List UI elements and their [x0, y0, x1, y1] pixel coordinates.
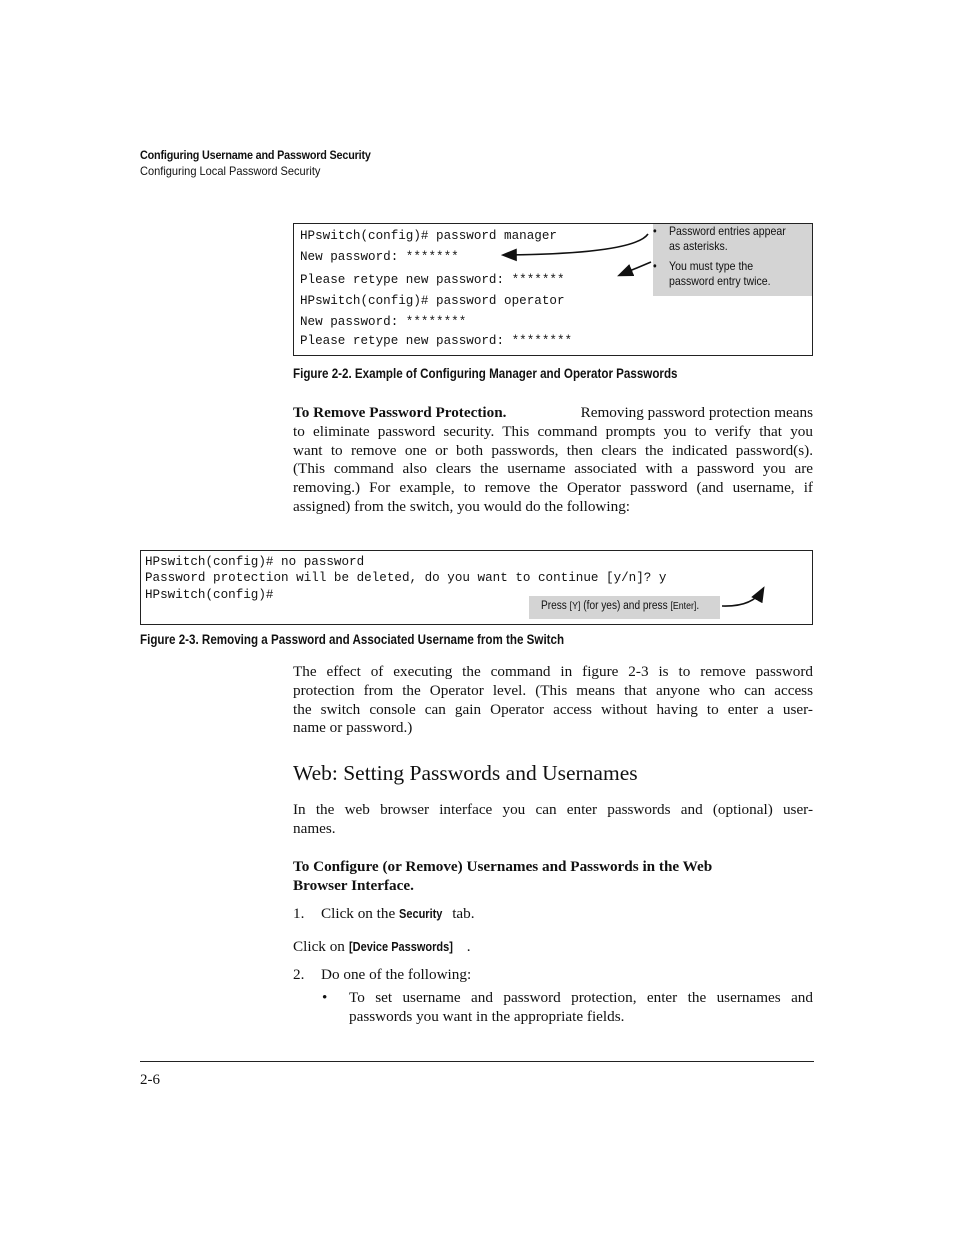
step-number: 1. [293, 905, 305, 922]
text-line: to eliminate password security. This command prompts you to verify that you [293, 422, 813, 440]
step-number: 2. [293, 966, 305, 983]
text-line: removing.) For example, to remove the Operator password (and username, if [293, 479, 813, 497]
text-line: assigned) from the switch, you would do the following: [293, 497, 631, 515]
text-line: the switch console can gain Operator access without having to enter a user- [293, 700, 813, 718]
text-line: To set username and password protection, enter the usernames and [349, 989, 813, 1006]
text-line: In the web browser interface you can enter passwords and (optional) user- [293, 801, 813, 818]
terminal-line: Password protection will be deleted, do you want to continue [y/n]? y [145, 571, 667, 585]
procedure-heading [293, 858, 813, 896]
text-part: . [466, 938, 471, 955]
note-text: as asterisks. [669, 239, 728, 253]
terminal-line: HPswitch(config)# password operator [300, 294, 565, 308]
text-part: Click on [293, 938, 349, 955]
terminal-line: Please retype new password: ******* [300, 273, 565, 287]
note-bullet: • [653, 224, 657, 238]
terminal-line: HPswitch(config)# no password [145, 555, 365, 569]
web-intro [293, 801, 813, 839]
figure-2-3-terminal [140, 550, 813, 625]
key-y: [Y] [569, 601, 581, 612]
text-line: want to remove one or both passwords, then clears the indicated password(s). [293, 441, 813, 459]
terminal-line: New password: ******** [300, 315, 467, 329]
ui-label-device-passwords: [Device Passwords] [348, 940, 453, 954]
remove-line [293, 404, 813, 423]
ui-label-security: Security [399, 907, 443, 921]
arrow-to-retype [620, 262, 651, 275]
text-line: names. [293, 819, 336, 837]
note-text-part: Press [541, 600, 570, 612]
heading-line: To Configure (or Remove) Usernames and Passwords in the Web [293, 858, 713, 875]
text-line: name or password.) [293, 719, 413, 737]
text-line: Removing password protection means [580, 404, 813, 421]
terminal-line: New password: ******* [300, 250, 459, 264]
text-part: Click on the [321, 905, 400, 922]
note-text: You must type the [669, 259, 754, 273]
figure-2-2-terminal [293, 223, 813, 356]
note-text-part: . [696, 600, 700, 612]
note-text: Password entries appear [669, 224, 786, 238]
effect-paragraph [293, 663, 813, 738]
remove-paragraph [293, 404, 813, 517]
page-number: 2-6 [140, 1072, 160, 1088]
key-enter: [Enter] [670, 601, 697, 612]
terminal-line: Please retype new password: ******** [300, 334, 573, 348]
click-instruction [293, 938, 813, 957]
note-text: password entry twice. [669, 274, 771, 288]
section-heading: Web: Setting Passwords and Usernames [293, 761, 638, 785]
figure-2-3-caption: Figure 2-3. Removing a Password and Associated Username from the Switch [140, 632, 565, 647]
step-text [321, 905, 475, 924]
step-text: Do one of the following: [321, 966, 472, 983]
run-in-heading: To Remove Password Protection. [293, 404, 507, 421]
callout-arrows [141, 551, 812, 624]
step-1 [293, 905, 813, 924]
text-line: protection from the Operator level. (This means that anyone who can access [293, 681, 813, 699]
note-text-part: (for yes) and press [580, 600, 671, 612]
text-line: (This command also clears the username associated with a password you are [293, 460, 813, 478]
arrow-to-y [722, 589, 763, 606]
heading-line: Browser Interface. [293, 876, 414, 894]
text-line: passwords you want in the appropriate fields. [349, 1007, 625, 1025]
figure-2-2-caption: Figure 2-2. Example of Configuring Manager and Operator Passwords [293, 366, 678, 381]
text-part: tab. [448, 905, 475, 922]
terminal-line: HPswitch(config)# [145, 588, 274, 602]
running-header-chapter: Configuring Username and Password Security [140, 148, 371, 162]
callout-arrows [294, 224, 812, 355]
step-2 [293, 966, 813, 985]
running-header-section: Configuring Local Password Security [140, 164, 321, 178]
text-line: The effect of executing the command in figure 2-3 is to remove password [293, 663, 813, 680]
bullet-mark: • [322, 989, 328, 1006]
note-bullet: • [653, 259, 657, 273]
terminal-line: HPswitch(config)# password manager [300, 229, 557, 243]
arrow-to-asterisks [504, 234, 648, 255]
bullet-item [293, 989, 813, 1027]
footer-rule [140, 1061, 814, 1062]
